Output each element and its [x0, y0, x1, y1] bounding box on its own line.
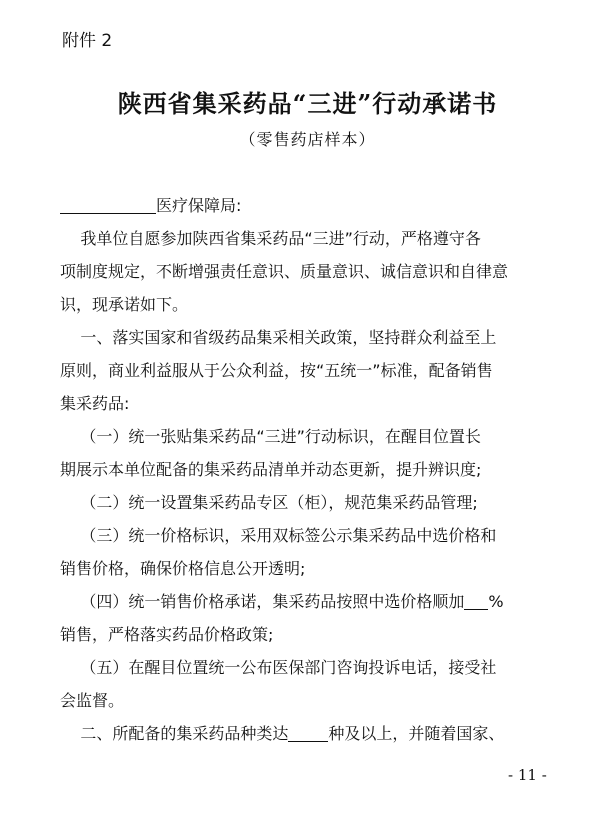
paragraph-line: 集采药品: — [60, 394, 130, 413]
paragraph-line: 项制度规定，不断增强责任意识、质量意识、诚信意识和自律意 — [60, 262, 509, 281]
paragraph-line: 销售价格，确保价格信息公开透明; — [60, 559, 306, 578]
page-number: - 11 - — [508, 766, 547, 784]
attachment-label: 附件 2 — [62, 31, 113, 51]
addressee-text: 医疗保障局: — [156, 196, 242, 215]
section2-text: 二、所配备的集采药品种类达 — [60, 724, 289, 743]
paragraph-line — [60, 585, 560, 618]
paragraph-line: 销售，严格落实药品价格政策; — [60, 625, 274, 644]
paragraph-line: （三）统一价格标识，采用双标签公示集采药品中选价格和 — [60, 526, 497, 545]
paragraph-line: （一）统一张贴集采药品“三进”行动标识，在醒目位置长 — [60, 427, 481, 446]
percent-sign: % — [488, 592, 504, 611]
paragraph-line: 识，现承诺如下。 — [60, 295, 189, 314]
document-title: 陕西省集采药品“三进”行动承诺书 — [117, 89, 498, 118]
document-subtitle: （零售药店样本） — [239, 130, 376, 149]
paragraph-line: 原则，商业利益服从于公众利益，按“五统一”标准，配备销售 — [60, 361, 493, 380]
blank-underline — [464, 591, 488, 610]
addressee-line — [60, 189, 560, 222]
item4-text: （四）统一销售价格承诺，集采药品按照中选价格顺加 — [60, 592, 465, 611]
paragraph-line: 会监督。 — [60, 691, 125, 710]
blank-underline — [288, 723, 328, 742]
section2-text-after: 种及以上，并随着国家、 — [328, 724, 505, 743]
paragraph-line — [60, 717, 560, 750]
paragraph-line: 我单位自愿参加陕西省集采药品“三进”行动，严格遵守各 — [60, 229, 481, 248]
document-body — [60, 189, 560, 750]
paragraph-line: 期展示本单位配备的集采药品清单并动态更新，提升辨识度; — [60, 460, 482, 479]
paragraph-line: （二）统一设置集采药品专区（柜），规范集采药品管理; — [60, 493, 478, 512]
paragraph-line: 一、落实国家和省级药品集采相关政策，坚持群众利益至上 — [60, 328, 497, 347]
blank-underline — [60, 195, 156, 214]
paragraph-line: （五）在醒目位置统一公布医保部门咨询投诉电话，接受社 — [60, 658, 497, 677]
